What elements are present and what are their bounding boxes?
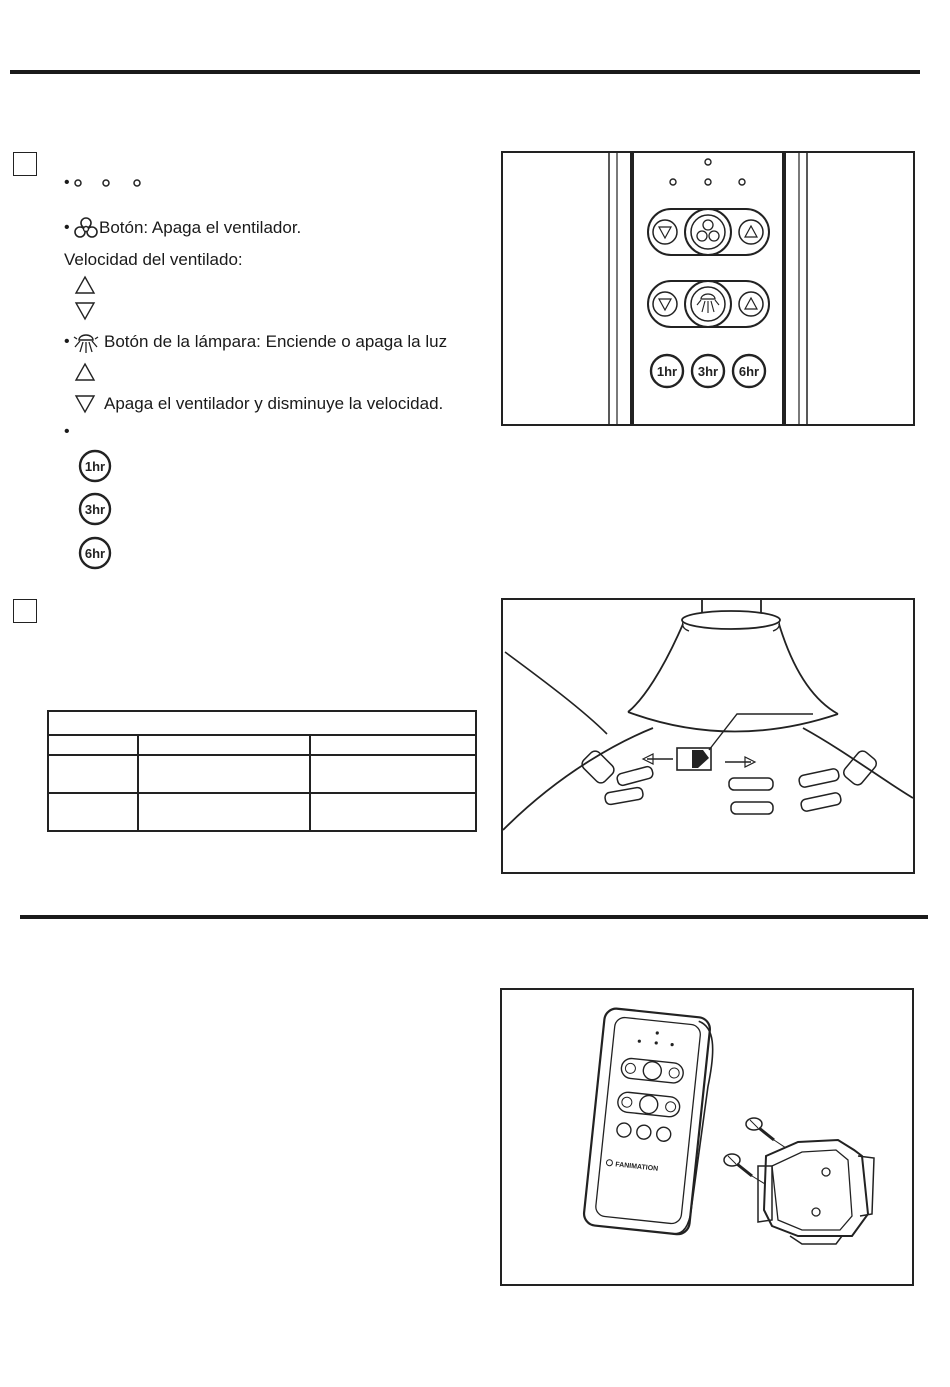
fan-speed-text: Velocidad del ventilado: [64,250,243,269]
timer-3hr-icon [78,492,112,526]
bullet: • [64,219,70,236]
remote-face-drawing [503,153,913,424]
table-cell [138,735,310,755]
remote-holder-figure [500,988,914,1286]
svg-text:1hr: 1hr [656,364,678,379]
remote-face-figure [501,151,915,426]
table-cell [48,755,138,793]
table-cell [48,735,138,755]
svg-text:FANIMATION: FANIMATION [614,1161,659,1173]
step-box-2 [13,599,37,623]
triangle-down-icon [74,301,96,321]
timer-6hr-icon [78,536,112,570]
table-row [48,755,476,793]
remote-holder-drawing [502,990,912,1284]
led-indicators-icon [72,176,152,190]
table-cell [310,793,476,831]
bullet: • [64,333,70,350]
timer-1hr-icon [78,449,112,483]
svg-text:6hr: 6hr [738,364,760,379]
table-cell [48,793,138,831]
fan-housing-drawing [503,600,913,872]
svg-text:1hr: 1hr [84,459,106,474]
table-header-cell [48,711,476,735]
switch-settings-table [47,710,477,832]
table-row [48,711,476,735]
bullet: • [64,423,70,440]
table-row [48,793,476,831]
triangle-down-icon [74,394,96,414]
fan-icon [74,217,98,239]
table-row [48,735,476,755]
table-cell [310,735,476,755]
light-down-text: Apaga el ventilador y disminuye la velocidad. [104,394,444,413]
triangle-up-icon [74,362,96,382]
table-cell [310,755,476,793]
svg-text:3hr: 3hr [697,364,719,379]
svg-text:3hr: 3hr [84,502,106,517]
fan-housing-figure [501,598,915,874]
section-rule [20,915,928,919]
step-box-1 [13,152,37,176]
table-cell [138,793,310,831]
light-button-text: Botón de la lámpara: Enciende o apaga la luz [104,332,448,351]
svg-text:6hr: 6hr [84,546,106,561]
off-button-text: Botón: Apaga el ventilador. [99,218,302,237]
table-cell [138,755,310,793]
top-rule [10,70,920,74]
lamp-icon [73,331,99,355]
bullet: • [64,174,70,191]
triangle-up-icon [74,275,96,295]
